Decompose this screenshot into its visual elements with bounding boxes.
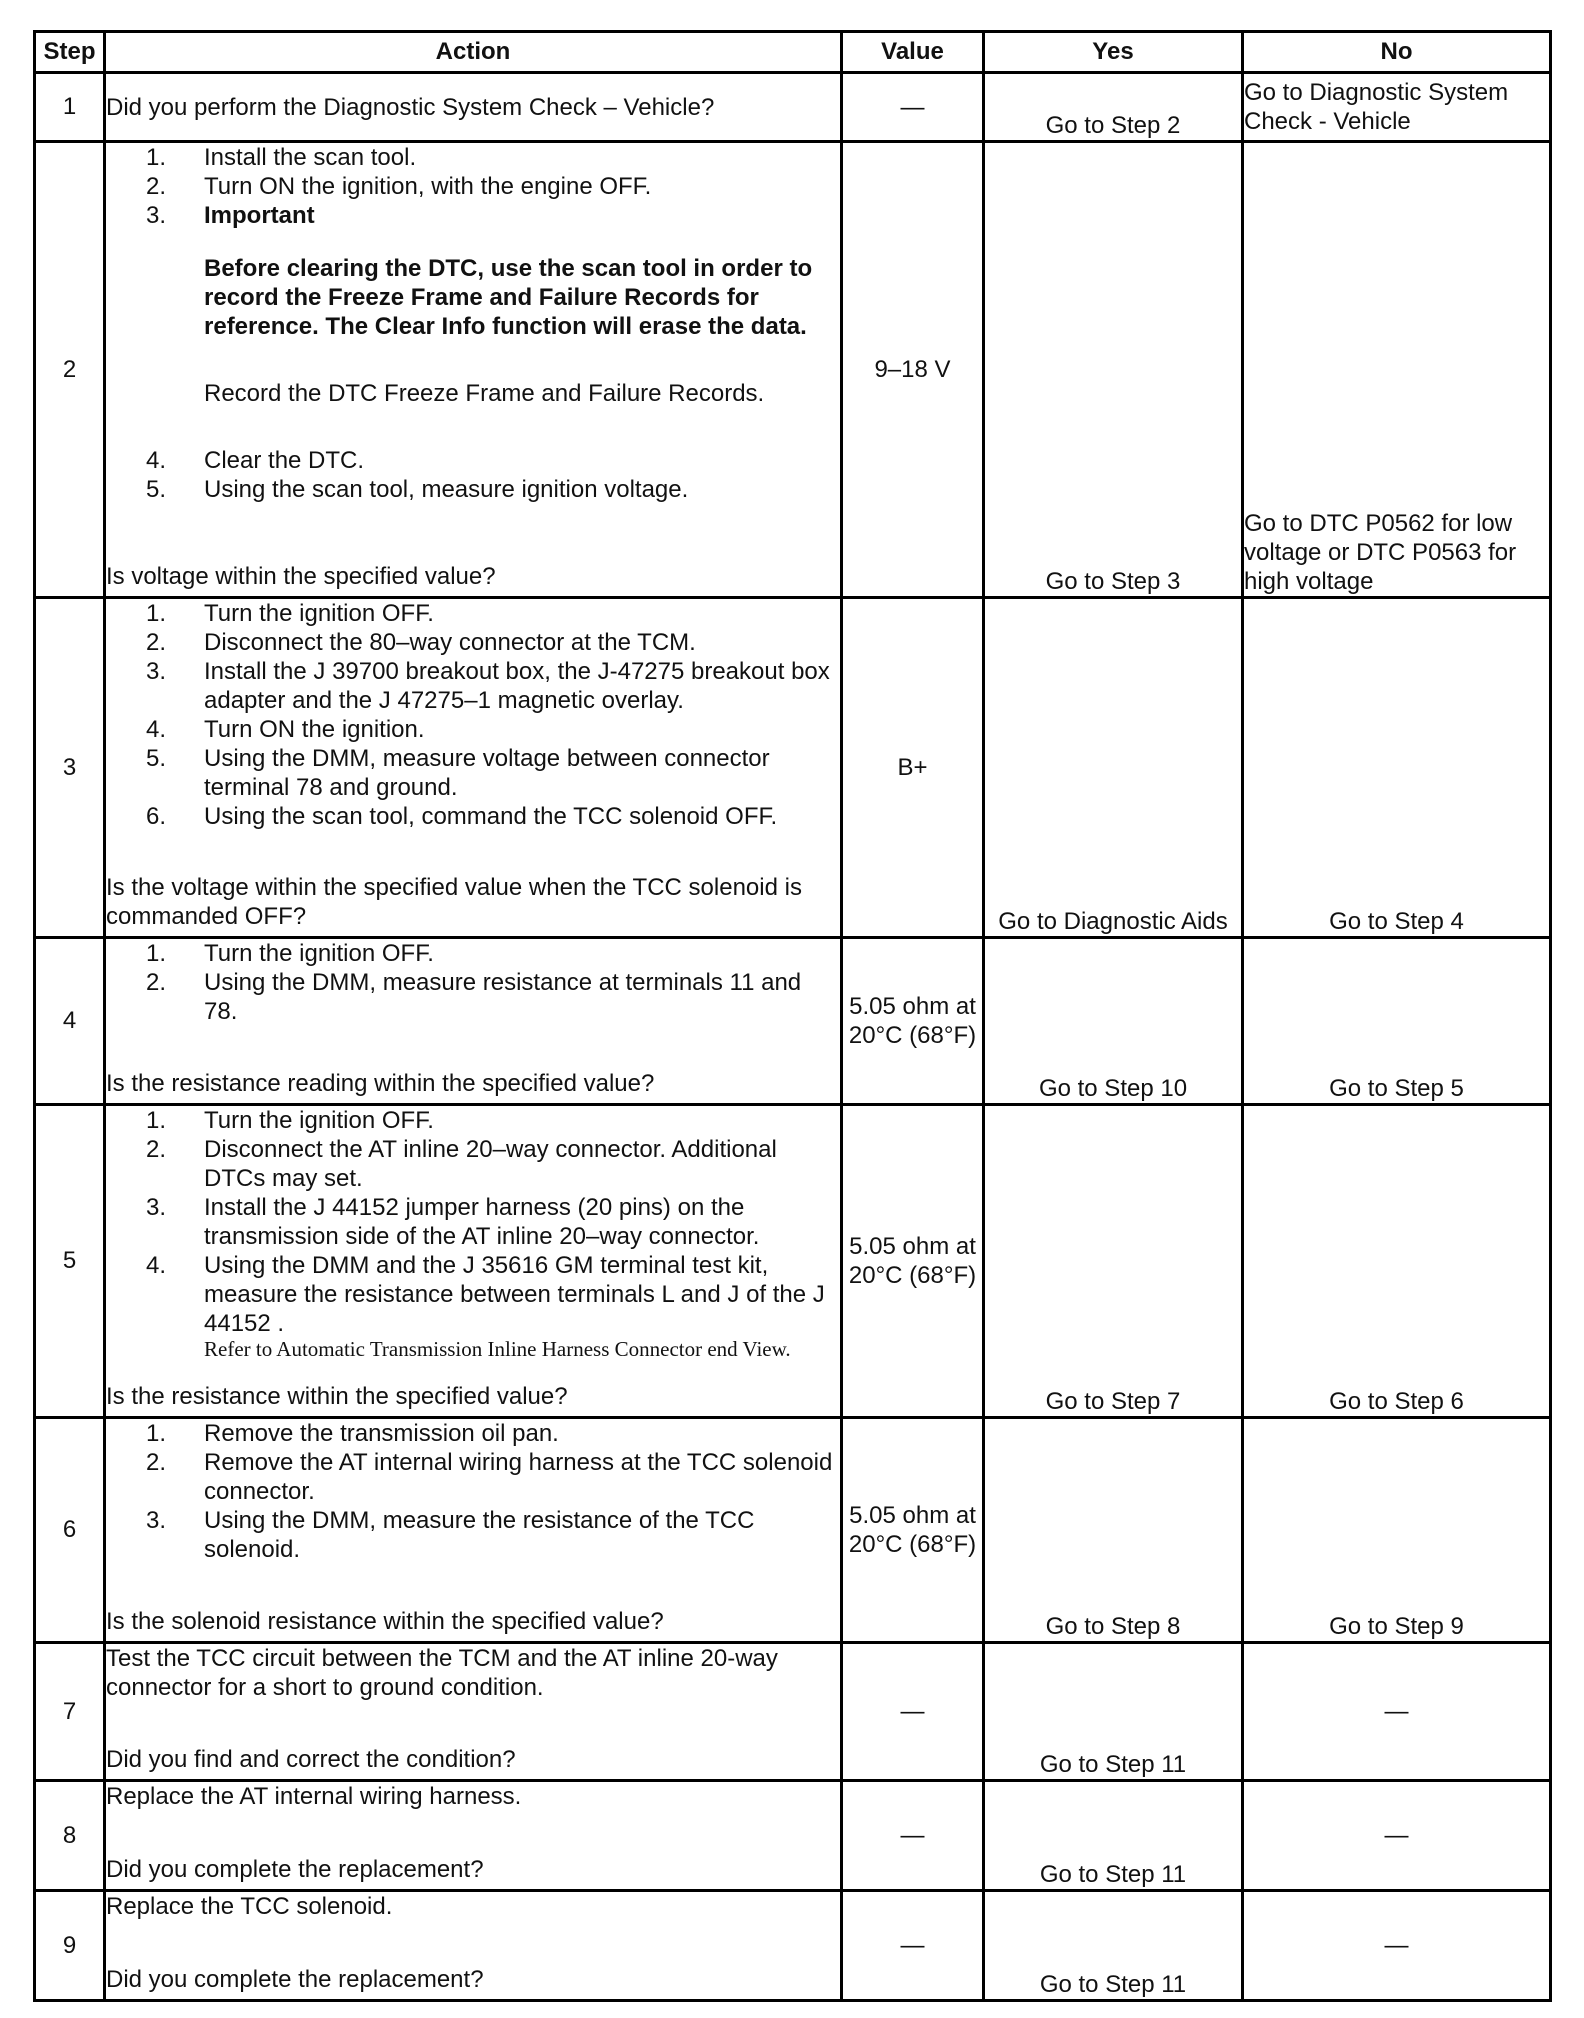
list-item: 5. Using the DMM, measure voltage between connector terminal 78 and ground. bbox=[145, 745, 770, 801]
header-action: Action bbox=[105, 32, 842, 73]
step-number: 4 bbox=[35, 938, 105, 1105]
action-text: Replace the TCC solenoid. bbox=[106, 1893, 393, 1920]
action-cell bbox=[105, 73, 842, 142]
action-cell bbox=[105, 598, 842, 938]
value-cell: 5.05 ohm at 20°C (68°F) bbox=[842, 938, 984, 1105]
no-cell: Go to Step 6 bbox=[1243, 1105, 1551, 1418]
step-number: 2 bbox=[35, 142, 105, 598]
action-text: Replace the AT internal wiring harness. bbox=[106, 1783, 522, 1810]
table-row bbox=[35, 142, 1551, 598]
list-item: 1. Turn the ignition OFF. bbox=[145, 600, 434, 627]
action-step-list bbox=[106, 939, 840, 1026]
value-cell: — bbox=[842, 1891, 984, 2001]
yes-cell: Go to Step 2 bbox=[984, 73, 1243, 142]
list-item: 2. Turn ON the ignition, with the engine OFF. bbox=[145, 173, 652, 200]
step-number: 8 bbox=[35, 1781, 105, 1891]
table-row bbox=[35, 1643, 1551, 1781]
important-note: Before clearing the DTC, use the scan tool in order to record the Freeze Frame and Failure Records for reference. The Clear Info function will erase the data. bbox=[204, 255, 813, 340]
no-cell: Go to DTC P0562 for low voltage or DTC P0563 for high voltage bbox=[1243, 142, 1551, 598]
list-item: 5. Using the scan tool, measure ignition voltage. bbox=[145, 476, 689, 503]
yes-cell: Go to Step 10 bbox=[984, 938, 1243, 1105]
header-value: Value bbox=[842, 32, 984, 73]
header-step: Step bbox=[35, 32, 105, 73]
action-step-list bbox=[106, 143, 840, 230]
value-cell: B+ bbox=[842, 598, 984, 938]
yes-cell: Go to Step 11 bbox=[984, 1781, 1243, 1891]
question-text: Did you complete the replacement? bbox=[106, 1856, 484, 1883]
action-step-list bbox=[106, 1419, 840, 1564]
list-item: 1. Turn the ignition OFF. bbox=[145, 940, 434, 967]
list-item: 3. Install the J 44152 jumper harness (20 pins) on the transmission side of the AT inline 20–way connector. bbox=[145, 1194, 760, 1250]
table-row bbox=[35, 1891, 1551, 2001]
value-cell: 5.05 ohm at 20°C (68°F) bbox=[842, 1105, 984, 1418]
step-number: 5 bbox=[35, 1105, 105, 1418]
list-item: 1. Turn the ignition OFF. bbox=[145, 1107, 434, 1134]
step-number: 7 bbox=[35, 1643, 105, 1781]
important-label: Important bbox=[204, 202, 315, 229]
action-cell bbox=[105, 1418, 842, 1643]
question-text: Is the resistance reading within the specified value? bbox=[106, 1070, 655, 1097]
step-number: 6 bbox=[35, 1418, 105, 1643]
action-cell bbox=[105, 1891, 842, 2001]
no-cell: Go to Step 9 bbox=[1243, 1418, 1551, 1643]
header-no: No bbox=[1243, 32, 1551, 73]
table-row bbox=[35, 598, 1551, 938]
list-item: 2. Disconnect the 80–way connector at the TCM. bbox=[145, 629, 696, 656]
diagnostic-table bbox=[33, 30, 1552, 2002]
list-item: 2. Using the DMM, measure resistance at terminals 11 and 78. bbox=[145, 969, 802, 1025]
list-item: 2. Remove the AT internal wiring harness at the TCC solenoid connector. bbox=[145, 1449, 833, 1505]
value-cell: — bbox=[842, 73, 984, 142]
list-item: 3. Important bbox=[106, 201, 840, 230]
list-item: 4. Clear the DTC. bbox=[145, 447, 365, 474]
question-text: Did you complete the replacement? bbox=[106, 1966, 484, 1993]
yes-cell: Go to Step 11 bbox=[984, 1643, 1243, 1781]
yes-cell: Go to Step 7 bbox=[984, 1105, 1243, 1418]
action-step-list bbox=[106, 446, 840, 504]
list-item: 1. Remove the transmission oil pan. bbox=[145, 1420, 559, 1447]
table-row bbox=[35, 1418, 1551, 1643]
header-row bbox=[35, 32, 1551, 73]
action-cell bbox=[105, 1105, 842, 1418]
no-cell: — bbox=[1243, 1781, 1551, 1891]
yes-cell: Go to Step 3 bbox=[984, 142, 1243, 598]
list-item: 3. Install the J 39700 breakout box, the J-47275 breakout box adapter and the J 47275–1 magnetic overlay. bbox=[145, 658, 830, 714]
table-row bbox=[35, 1105, 1551, 1418]
refer-text: Refer to Automatic Transmission Inline Harness Connector end View. bbox=[204, 1337, 791, 1361]
action-text: Test the TCC circuit between the TCM and the AT inline 20-way connector for a short to ground condition. bbox=[106, 1645, 778, 1701]
no-cell: — bbox=[1243, 1891, 1551, 2001]
value-cell: 9–18 V bbox=[842, 142, 984, 598]
value-cell: — bbox=[842, 1781, 984, 1891]
action-text: Did you perform the Diagnostic System Check – Vehicle? bbox=[106, 93, 715, 121]
action-cell bbox=[105, 142, 842, 598]
list-item: 6. Using the scan tool, command the TCC solenoid OFF. bbox=[145, 803, 778, 830]
yes-cell: Go to Step 8 bbox=[984, 1418, 1243, 1643]
action-cell bbox=[105, 1781, 842, 1891]
question-text: Is voltage within the specified value? bbox=[106, 563, 496, 590]
table-row bbox=[35, 73, 1551, 142]
question-text: Did you find and correct the condition? bbox=[106, 1746, 516, 1773]
no-cell: Go to Diagnostic System Check - Vehicle bbox=[1243, 73, 1551, 142]
action-step-list bbox=[106, 1106, 840, 1338]
action-cell bbox=[105, 938, 842, 1105]
action-step-list bbox=[106, 599, 840, 831]
list-item: 4. Using the DMM and the J 35616 GM terminal test kit, measure the resistance between terminals L and J of the J 44152 . bbox=[145, 1252, 825, 1337]
question-text: Is the solenoid resistance within the specified value? bbox=[106, 1608, 664, 1635]
step-number: 1 bbox=[35, 73, 105, 142]
table-row bbox=[35, 938, 1551, 1105]
table-row bbox=[35, 1781, 1551, 1891]
step-number: 9 bbox=[35, 1891, 105, 2001]
header-yes: Yes bbox=[984, 32, 1243, 73]
list-item: 1. Install the scan tool. bbox=[145, 144, 417, 171]
question-text: Is the resistance within the specified value? bbox=[106, 1383, 568, 1410]
list-item: 4. Turn ON the ignition. bbox=[145, 716, 425, 743]
action-cell bbox=[105, 1643, 842, 1781]
list-item: 3. Using the DMM, measure the resistance of the TCC solenoid. bbox=[145, 1507, 755, 1563]
no-cell: — bbox=[1243, 1643, 1551, 1781]
value-cell: — bbox=[842, 1643, 984, 1781]
yes-cell: Go to Step 11 bbox=[984, 1891, 1243, 2001]
yes-cell: Go to Diagnostic Aids bbox=[984, 598, 1243, 938]
value-cell: 5.05 ohm at 20°C (68°F) bbox=[842, 1418, 984, 1643]
no-cell: Go to Step 5 bbox=[1243, 938, 1551, 1105]
step-number: 3 bbox=[35, 598, 105, 938]
record-text: Record the DTC Freeze Frame and Failure Records. bbox=[204, 380, 765, 407]
no-cell: Go to Step 4 bbox=[1243, 598, 1551, 938]
list-item: 2. Disconnect the AT inline 20–way connector. Additional DTCs may set. bbox=[145, 1136, 777, 1192]
question-text: Is the voltage within the specified value when the TCC solenoid is commanded OFF? bbox=[106, 874, 802, 930]
